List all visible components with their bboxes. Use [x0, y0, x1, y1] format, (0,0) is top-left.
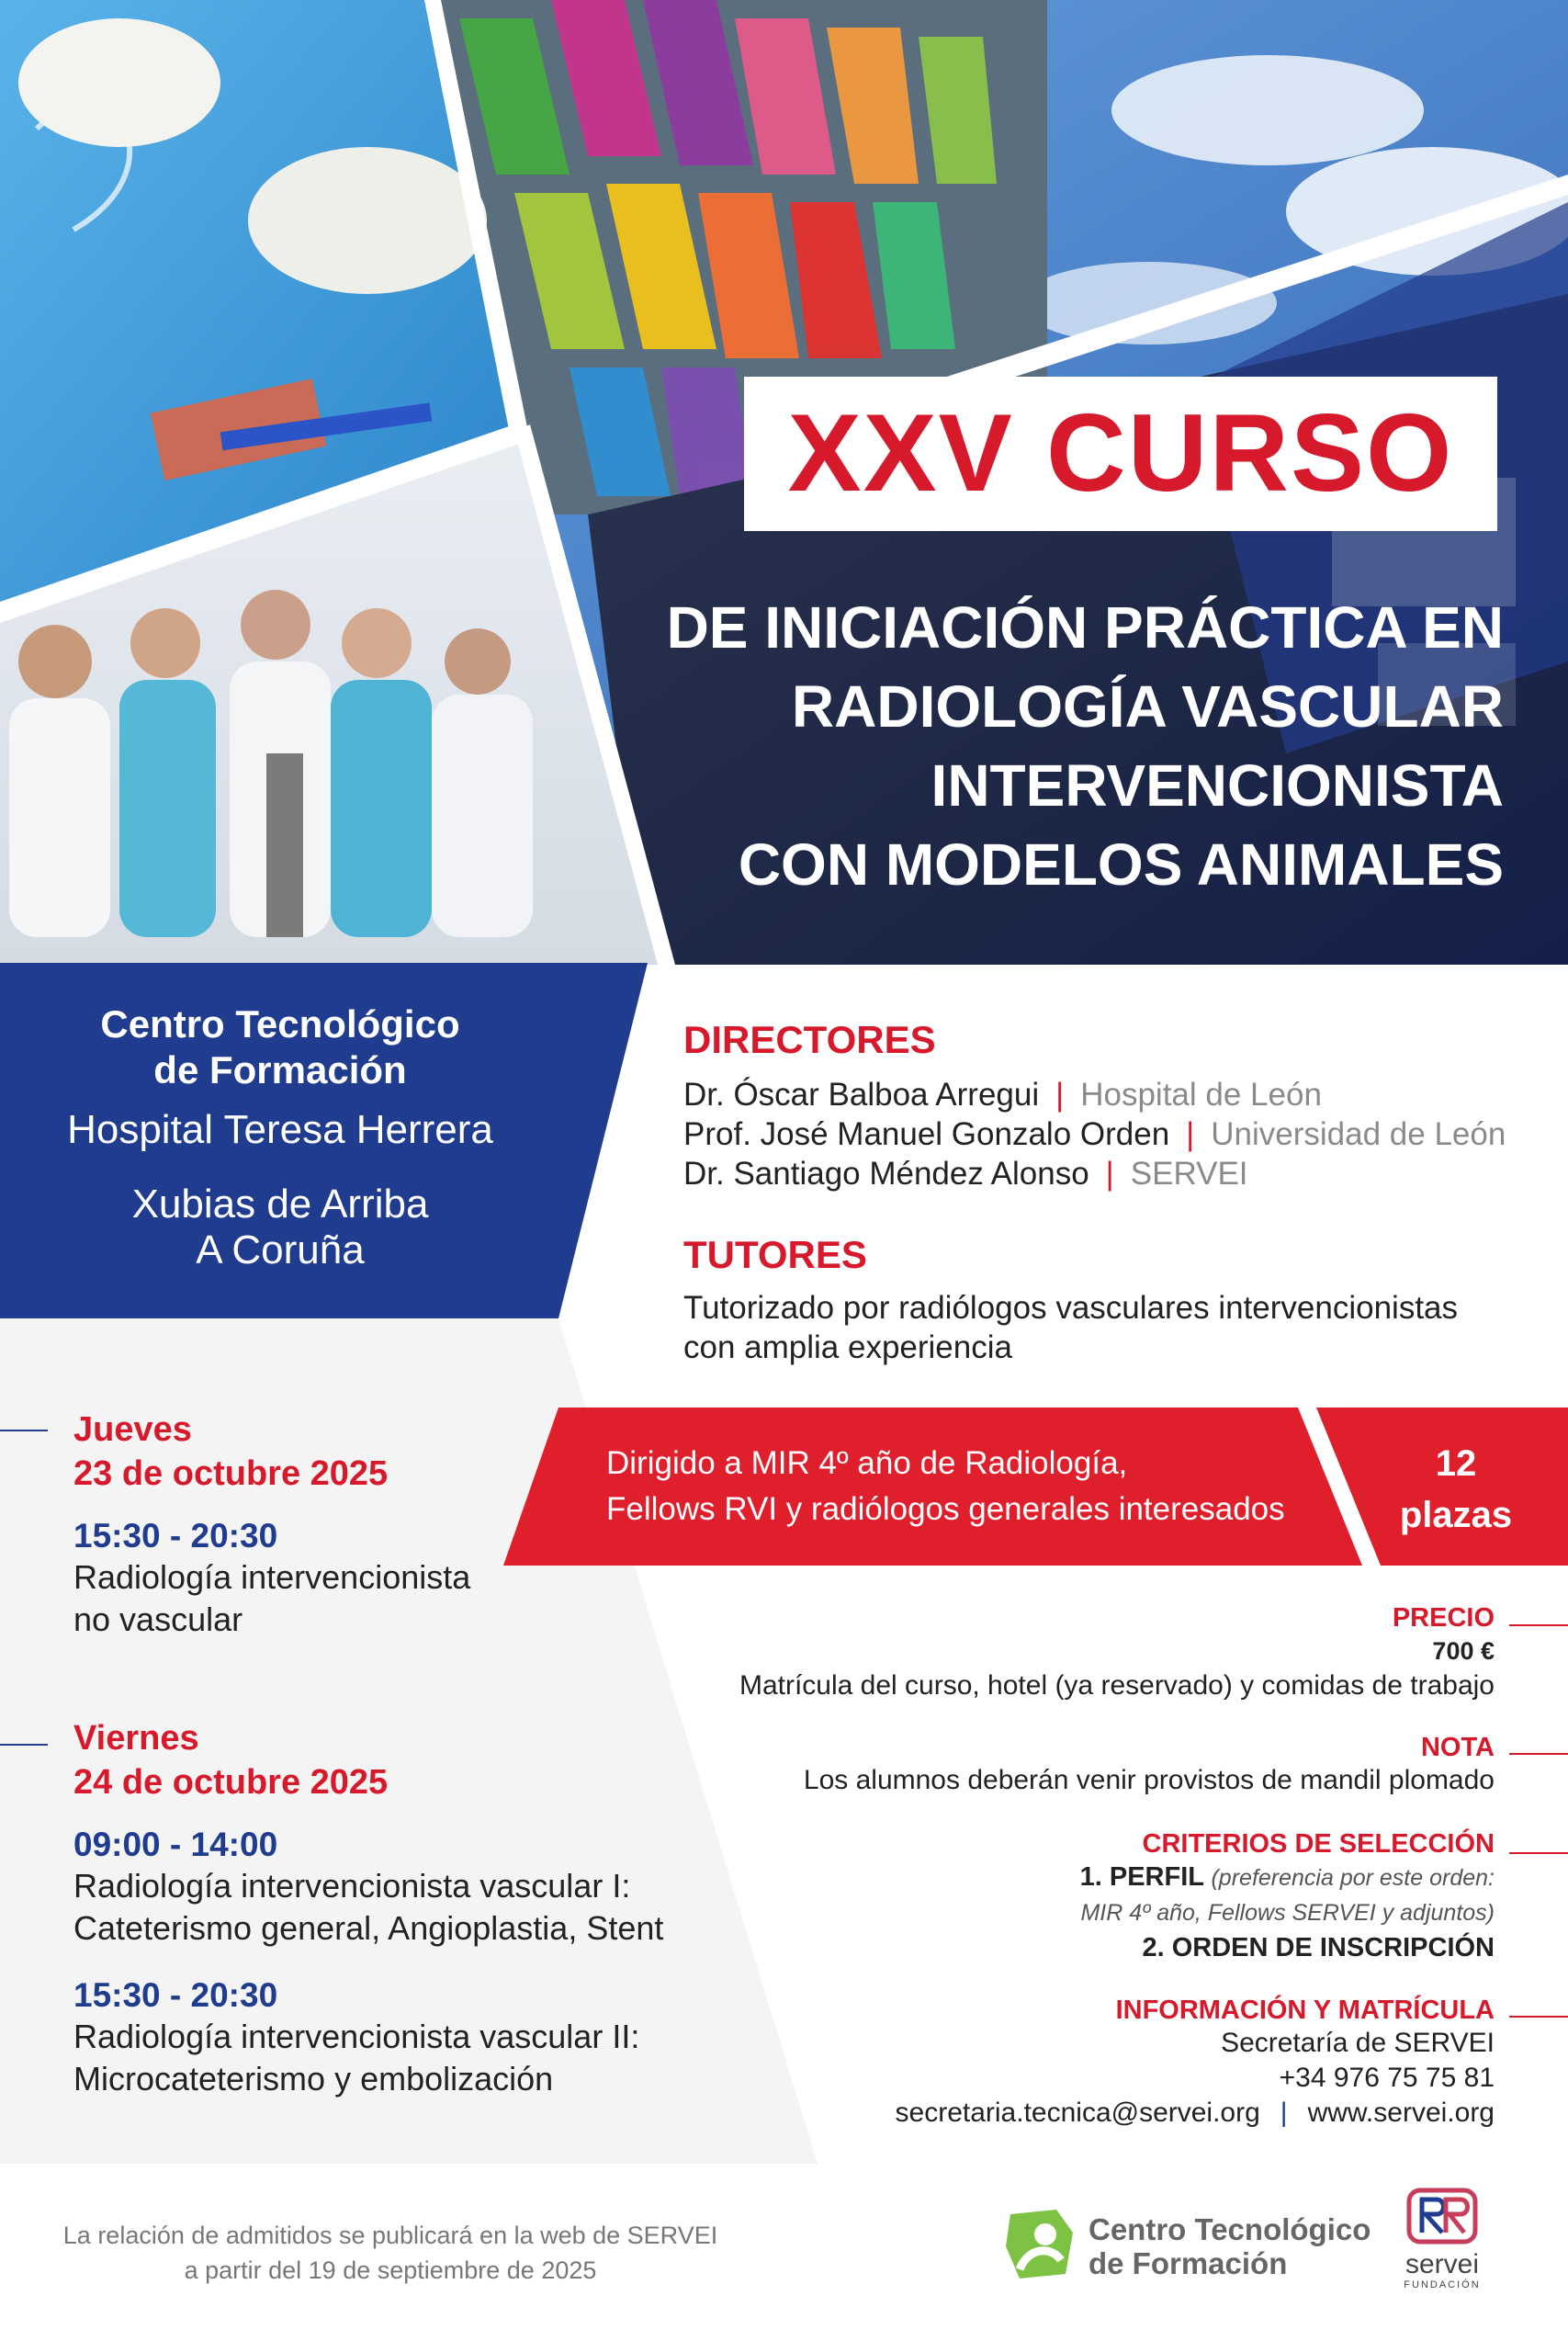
venue-name-line: Centro Tecnológico: [100, 1002, 460, 1046]
ctf-logo-line: Centro Tecnológico: [1089, 2212, 1371, 2246]
criteria-item: 2. ORDEN DE INSCRIPCIÓN: [1142, 1933, 1495, 1962]
places-count: 12: [1435, 1443, 1477, 1484]
ctf-logo-text: [1089, 2212, 1371, 2280]
venue-name: [0, 1001, 560, 1093]
footer-line: La relación de admitidos se publicará en la web de SERVEI: [62, 2222, 718, 2249]
director-name: Dr. Óscar Balboa Arregui: [683, 1077, 1040, 1113]
session-desc: Cateterismo general, Angioplastia, Stent: [73, 1909, 664, 1947]
subtitle-line: INTERVENCIONISTA: [931, 752, 1504, 819]
directors-list: [683, 1075, 1506, 1193]
separator: |: [1186, 1116, 1195, 1152]
separator: |: [1280, 2098, 1288, 2128]
venue-name-line: de Formación: [153, 1048, 407, 1091]
places-label: plazas: [1399, 1495, 1513, 1535]
director-affiliation: SERVEI: [1130, 1156, 1248, 1192]
venue-place: [0, 1182, 560, 1273]
info-section: [896, 1996, 1495, 2131]
day-name: Jueves: [73, 1410, 192, 1449]
info-phone[interactable]: +34 976 75 75 81: [1279, 2063, 1495, 2093]
note-title: NOTA: [1420, 1733, 1495, 1762]
subtitle-line: RADIOLOGÍA VASCULAR: [791, 673, 1504, 740]
servei-logo: [1396, 2187, 1488, 2290]
divider: [0, 1430, 48, 1431]
footer-note: [37, 2218, 744, 2288]
venue-hospital: Hospital Teresa Herrera: [67, 1107, 493, 1152]
session-desc: Radiología intervencionista: [73, 1558, 471, 1596]
tutors-line: Tutorizado por radiólogos vasculares intervencionistas: [683, 1290, 1459, 1326]
day-name: Viernes: [73, 1719, 199, 1758]
audience-text: [606, 1441, 1285, 1532]
info-web-link[interactable]: www.servei.org: [1307, 2098, 1495, 2128]
info-office: Secretaría de SERVEI: [1221, 2028, 1495, 2058]
director-name: Prof. José Manuel Gonzalo Orden: [683, 1116, 1170, 1152]
divider: [1509, 1753, 1568, 1755]
servei-logo-icon: [1405, 2187, 1479, 2245]
price-title: PRECIO: [1392, 1603, 1495, 1633]
session-desc: Microcateterismo y embolización: [73, 2060, 554, 2098]
ctf-logo-line: de Formación: [1089, 2246, 1288, 2280]
divider: [0, 1744, 48, 1746]
price-text: Matrícula del curso, hotel (ya reservado) y comidas de trabajo: [739, 1670, 1495, 1701]
audience-line: Fellows RVI y radiólogos generales interesados: [606, 1491, 1285, 1527]
tutors-line: con amplia experiencia: [683, 1329, 1012, 1365]
criteria-section: [1080, 1829, 1495, 1965]
info-email-link[interactable]: secretaria.tecnica@servei.org: [895, 2098, 1260, 2128]
session-desc: no vascular: [73, 1600, 243, 1638]
divider: [1509, 1624, 1568, 1626]
director-affiliation: Hospital de León: [1080, 1077, 1322, 1113]
director-row: [683, 1075, 1506, 1114]
price-amount: 700 €: [1432, 1637, 1495, 1665]
info-title: INFORMACIÓN Y MATRÍCULA: [1115, 1996, 1495, 2025]
director-row: [683, 1154, 1506, 1193]
separator: |: [1055, 1077, 1065, 1113]
places-badge: [1378, 1438, 1534, 1541]
session-time: 09:00 - 14:00: [73, 1826, 278, 1863]
tutors-title: TUTORES: [683, 1233, 867, 1276]
course-subtitle: [493, 588, 1504, 904]
subtitle-line: DE INICIACIÓN PRÁCTICA EN: [666, 594, 1504, 661]
course-title: XXV CURSO: [787, 391, 1454, 514]
criteria-item: 1. PERFIL: [1079, 1862, 1204, 1892]
audience-line: Dirigido a MIR 4º año de Radiología,: [606, 1445, 1128, 1481]
note-section: [804, 1733, 1495, 1798]
venue-place-line: Xubias de Arriba: [131, 1182, 429, 1227]
criteria-note: (preferencia por este orden:: [1211, 1865, 1495, 1891]
day-date: 24 de octubre 2025: [73, 1763, 389, 1802]
session-desc: Radiología intervencionista vascular I:: [73, 1867, 631, 1905]
directors-title: DIRECTORES: [683, 1018, 936, 1061]
criteria-note: MIR 4º año, Fellows SERVEI y adjuntos): [1080, 1900, 1495, 1926]
note-text: Los alumnos deberán venir provistos de mandil plomado: [803, 1765, 1495, 1795]
director-name: Dr. Santiago Méndez Alonso: [683, 1156, 1089, 1192]
footer-line: a partir del 19 de septiembre de 2025: [184, 2256, 597, 2284]
separator: |: [1105, 1156, 1114, 1192]
criteria-title: CRITERIOS DE SELECCIÓN: [1142, 1829, 1495, 1859]
schedule-day-1: [73, 1408, 470, 1641]
session-desc: Radiología intervencionista vascular II:: [73, 2018, 640, 2055]
ctf-logo-icon: [1001, 2205, 1079, 2283]
director-row: [683, 1114, 1506, 1154]
schedule-day-2: [73, 1716, 663, 2100]
venue-place-line: A Coruña: [196, 1227, 365, 1272]
servei-logo-subtext: FUNDACIÓN: [1404, 2279, 1481, 2290]
session-time: 15:30 - 20:30: [73, 1517, 278, 1555]
price-section: [739, 1603, 1495, 1703]
servei-logo-text: servei: [1404, 2249, 1480, 2279]
director-affiliation: Universidad de León: [1211, 1116, 1506, 1152]
divider: [1509, 1852, 1568, 1854]
subtitle-line: CON MODELOS ANIMALES: [738, 831, 1504, 898]
session-time: 15:30 - 20:30: [73, 1976, 278, 2014]
day-date: 23 de octubre 2025: [73, 1454, 389, 1493]
divider: [1509, 2016, 1568, 2018]
